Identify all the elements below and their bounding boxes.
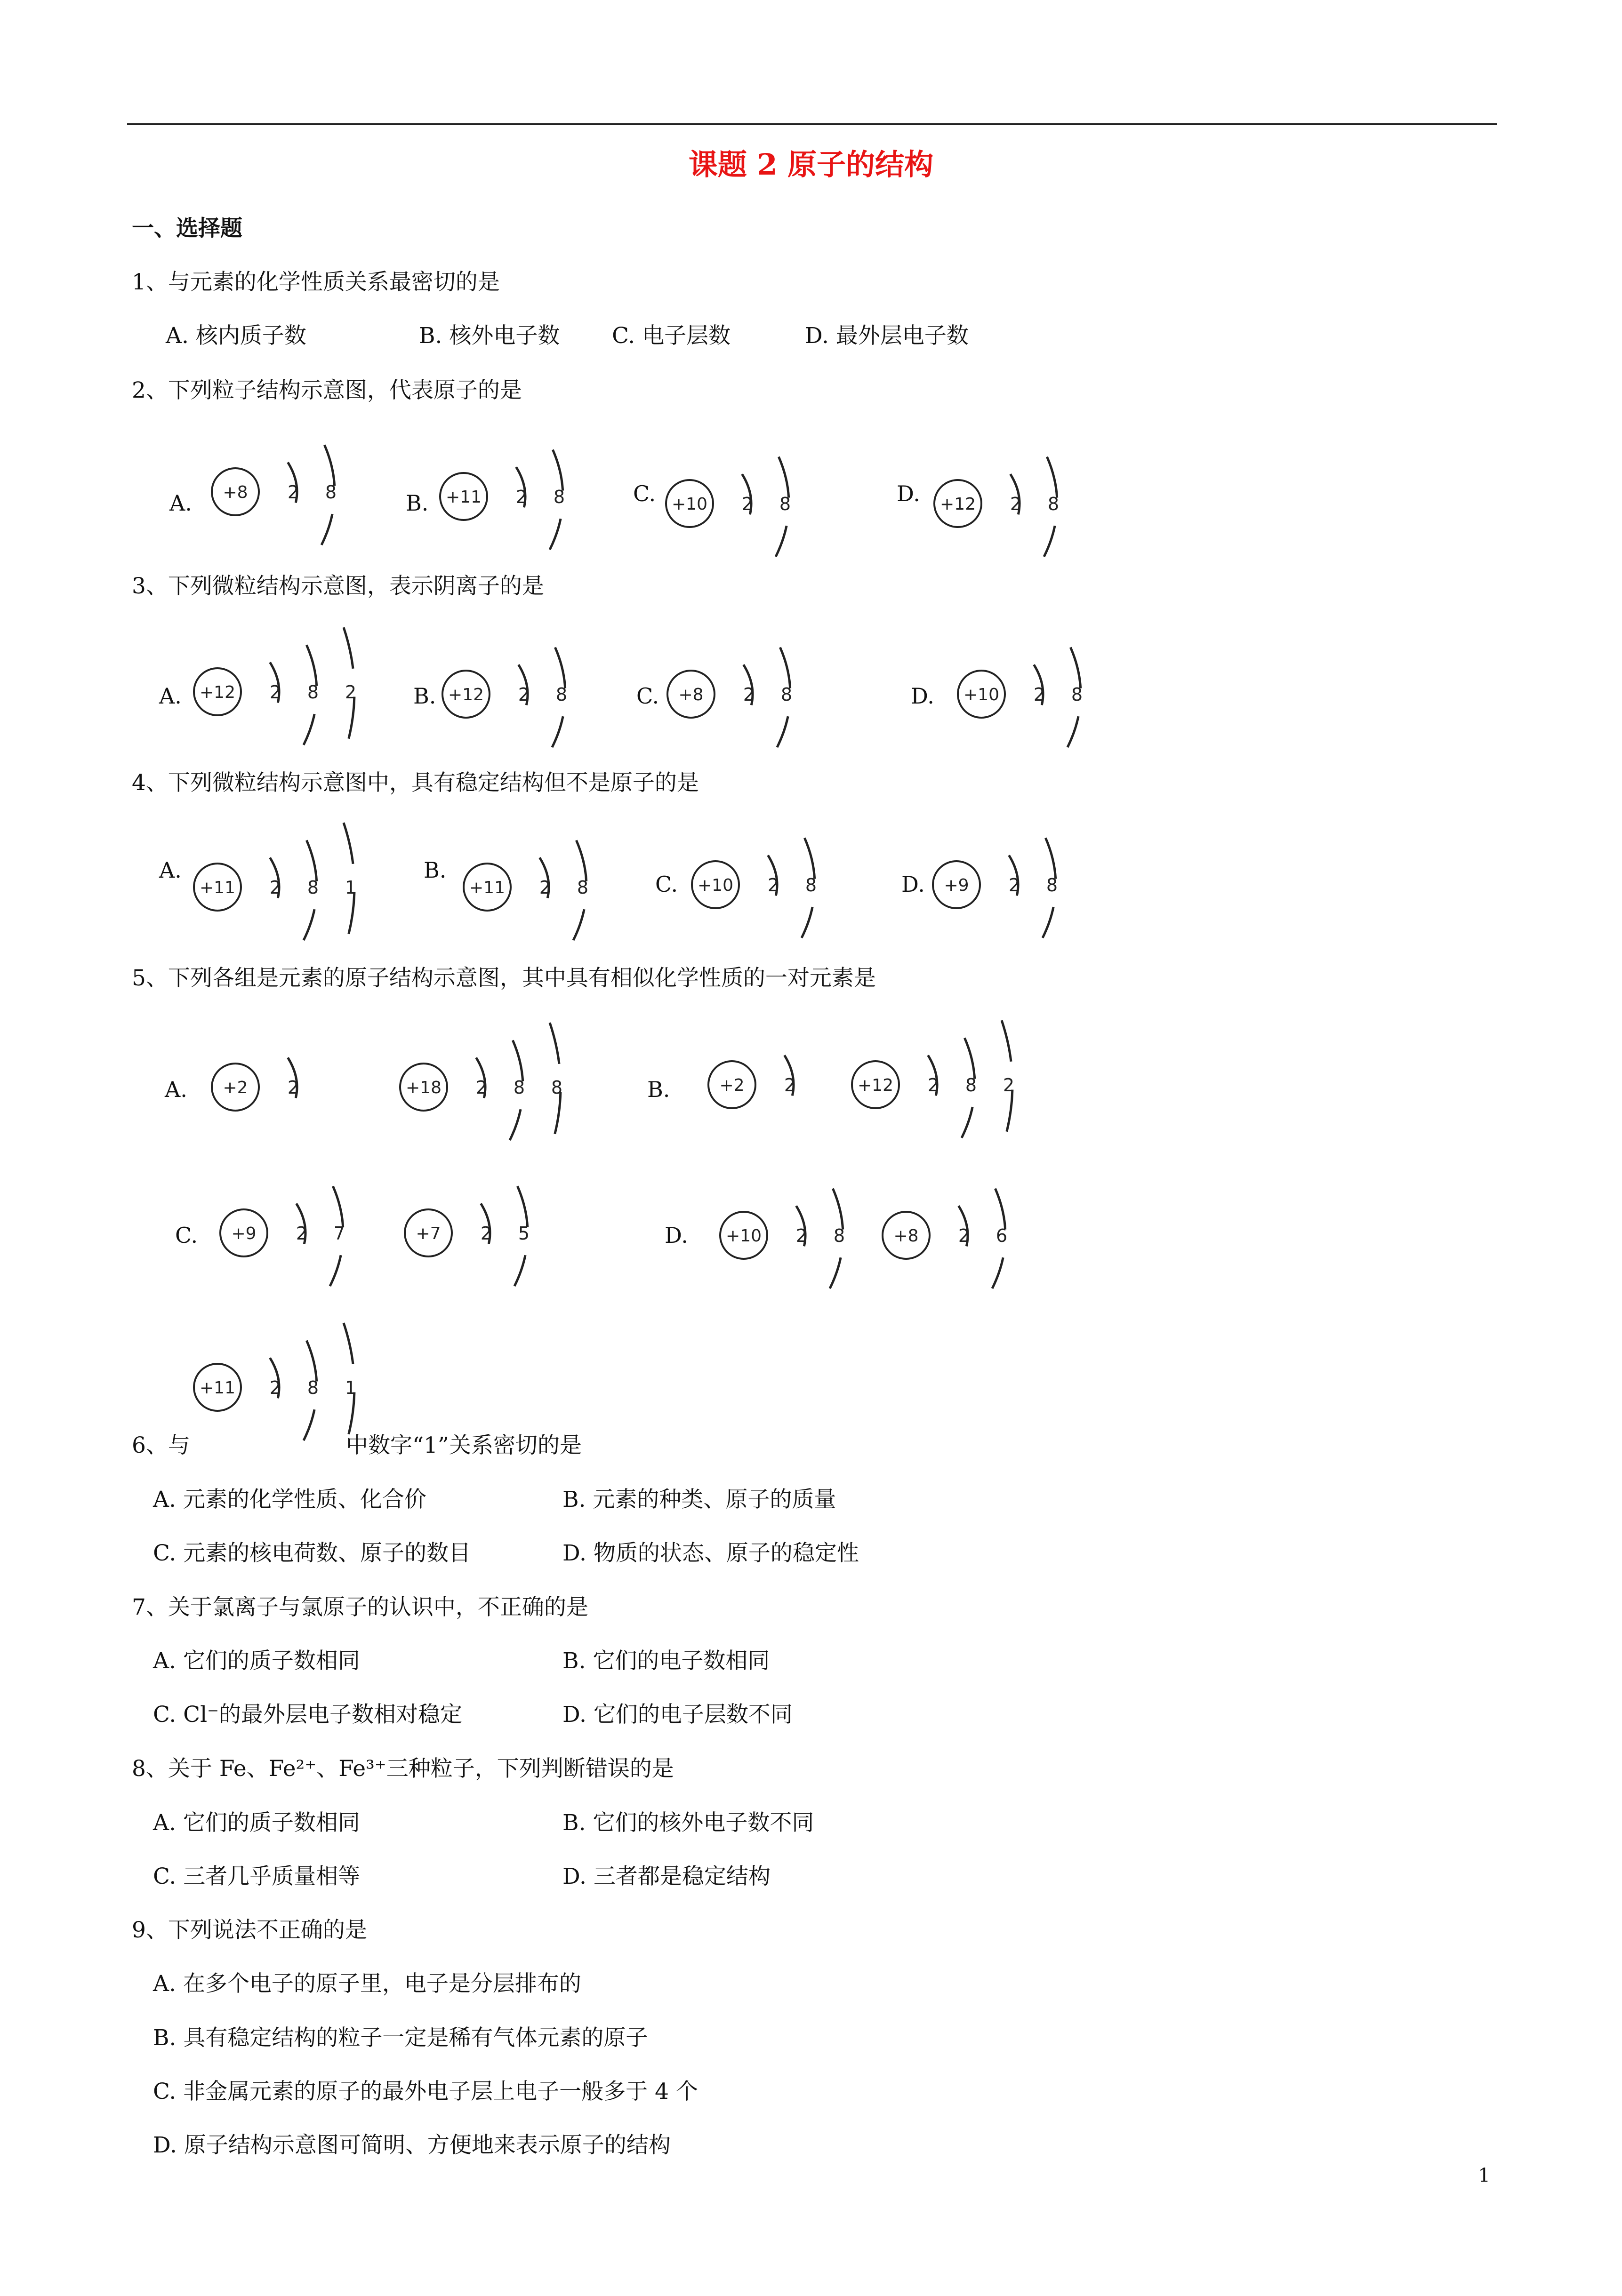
- q7-stem: 7、关于氯离子与氯原子的认识中，不正确的是: [132, 1594, 588, 1620]
- q4-label-b: B.: [424, 857, 447, 883]
- electron-count: 2: [269, 877, 281, 898]
- atom-structure-diagram: [207, 416, 410, 567]
- electron-count: 1: [345, 1377, 357, 1398]
- q8-option-a: A. 它们的质子数相同: [153, 1810, 360, 1836]
- nucleus-charge: +8: [223, 483, 248, 502]
- electron-count: 8: [307, 1377, 319, 1398]
- electron-count: 8: [780, 684, 793, 705]
- electron-count: 8: [965, 1075, 977, 1096]
- q5-label-a: A.: [165, 1077, 187, 1102]
- q1-option-a: A. 核内质子数: [166, 323, 306, 349]
- nucleus-charge: +7: [416, 1224, 441, 1243]
- electron-count: 2: [1003, 1075, 1015, 1096]
- nucleus-charge: +12: [200, 683, 235, 702]
- atom-structure-diagram: [435, 421, 638, 572]
- q4-label-c: C.: [655, 872, 678, 897]
- nucleus-charge: +11: [469, 878, 505, 897]
- electron-count: 2: [296, 1223, 308, 1244]
- q8-option-c: C. 三者几乎质量相等: [153, 1864, 361, 1889]
- electron-count: 2: [927, 1075, 939, 1096]
- nucleus-charge: +11: [446, 488, 482, 507]
- page-title: 课题 2 原子的结构: [688, 147, 934, 182]
- q7-option-a: A. 它们的质子数相同: [153, 1648, 360, 1674]
- q6-option-a: A. 元素的化学性质、化合价: [153, 1487, 426, 1512]
- q3-label-a: A.: [159, 683, 182, 709]
- atom-structure-diagram: [207, 1012, 372, 1162]
- electron-count: 8: [555, 684, 568, 705]
- electron-count: 8: [513, 1077, 525, 1098]
- q1-option-d: D. 最外层电子数: [805, 323, 969, 349]
- atom-structure-diagram: [847, 1009, 1087, 1160]
- nucleus-charge: +12: [940, 495, 976, 514]
- q6-option-b: B. 元素的种类、原子的质量: [562, 1487, 836, 1512]
- atom-structure-diagram: [953, 619, 1156, 769]
- electron-count: 8: [833, 1225, 845, 1246]
- nucleus-charge: +12: [448, 685, 484, 704]
- q7-option-c: C. Cl⁻的最外层电子数相对稳定: [153, 1702, 462, 1728]
- nucleus-charge: +9: [231, 1224, 257, 1243]
- electron-count: 2: [518, 684, 530, 705]
- q6-option-c: C. 元素的核电荷数、原子的数目: [153, 1540, 471, 1566]
- atom-structure-diagram: [438, 619, 640, 769]
- nucleus-charge: +18: [406, 1078, 442, 1097]
- q9-option-a: A. 在多个电子的原子里，电子是分层排布的: [153, 1971, 581, 1997]
- electron-count: 8: [1071, 684, 1083, 705]
- electron-count: 2: [784, 1075, 796, 1096]
- atom-structure-diagram: [459, 812, 661, 962]
- electron-count: 6: [996, 1225, 1008, 1246]
- electron-count: 2: [539, 877, 551, 898]
- electron-count: 8: [1047, 494, 1060, 514]
- atom-structure-diagram: [395, 1012, 635, 1162]
- q5-label-c: C.: [175, 1223, 198, 1248]
- atom-structure-diagram: [189, 616, 429, 767]
- q6-stem-prefix: 6、与: [132, 1432, 190, 1458]
- nucleus-charge: +10: [672, 495, 707, 514]
- atom-structure-diagram: [928, 809, 1131, 960]
- q7-option-d: D. 它们的电子层数不同: [562, 1702, 793, 1728]
- nucleus-charge: +8: [678, 685, 704, 704]
- atom-structure-diagram: [930, 428, 1132, 579]
- q8-option-d: D. 三者都是稳定结构: [562, 1864, 771, 1889]
- q3-label-b: B.: [413, 683, 436, 709]
- q7-option-b: B. 它们的电子数相同: [562, 1648, 770, 1674]
- electron-count: 2: [475, 1077, 488, 1098]
- nucleus-charge: +11: [200, 1378, 235, 1398]
- electron-count: 7: [333, 1223, 345, 1244]
- atom-structure-diagram: [663, 619, 865, 769]
- q6-option-d: D. 物质的状态、原子的稳定性: [562, 1540, 859, 1566]
- nucleus-charge: +10: [698, 876, 733, 895]
- q4-label-d: D.: [901, 872, 925, 897]
- nucleus-charge: +2: [719, 1076, 745, 1095]
- nucleus-charge: +10: [964, 685, 999, 704]
- electron-count: 1: [345, 877, 357, 898]
- electron-count: 2: [1033, 684, 1045, 705]
- electron-count: 8: [307, 682, 319, 703]
- q8-option-b: B. 它们的核外电子数不同: [562, 1810, 814, 1836]
- electron-count: 8: [553, 487, 565, 507]
- q3-label-d: D.: [911, 683, 934, 709]
- electron-count: 2: [741, 494, 754, 514]
- electron-count: 8: [805, 875, 817, 896]
- nucleus-charge: +9: [944, 876, 969, 895]
- q9-option-d: D. 原子结构示意图可简明、方便地来表示原子的结构: [153, 2132, 671, 2158]
- page-number: 1: [1478, 2165, 1490, 2186]
- q2-label-b: B.: [406, 490, 429, 516]
- q5-stem: 5、下列各组是元素的原子结构示意图，其中具有相似化学性质的一对元素是: [132, 965, 876, 991]
- q2-label-a: A.: [169, 490, 192, 516]
- electron-count: 5: [518, 1223, 530, 1244]
- q2-stem: 2、下列粒子结构示意图，代表原子的是: [132, 377, 522, 403]
- atom-structure-diagram: [687, 809, 890, 960]
- electron-count: 2: [795, 1225, 808, 1246]
- electron-count: 2: [480, 1223, 492, 1244]
- q4-label-a: A.: [159, 857, 182, 883]
- q9-option-c: C. 非金属元素的原子的最外电子层上电子一般多于 4 个: [153, 2079, 698, 2104]
- q3-label-c: C.: [636, 683, 659, 709]
- q8-stem: 8、关于 Fe、Fe²⁺、Fe³⁺三种粒子，下列判断错误的是: [132, 1756, 674, 1782]
- nucleus-charge: +12: [858, 1076, 893, 1095]
- section-heading: 一、选择题: [132, 216, 242, 241]
- electron-count: 2: [515, 487, 528, 507]
- electron-count: 8: [325, 482, 337, 503]
- q5-label-d: D.: [665, 1223, 688, 1248]
- q5-label-b: B.: [647, 1077, 670, 1102]
- electron-count: 8: [551, 1077, 563, 1098]
- q1-stem: 1、与元素的化学性质关系最密切的是: [132, 269, 500, 295]
- q3-stem: 3、下列微粒结构示意图，表示阴离子的是: [132, 573, 544, 599]
- q2-label-c: C.: [633, 481, 656, 506]
- nucleus-charge: +2: [223, 1078, 248, 1097]
- electron-count: 2: [958, 1225, 970, 1246]
- q9-stem: 9、下列说法不正确的是: [132, 1917, 367, 1943]
- electron-count: 2: [287, 482, 299, 503]
- q9-option-b: B. 具有稳定结构的粒子一定是稀有气体元素的原子: [153, 2025, 648, 2051]
- atom-structure-diagram: [216, 1158, 418, 1308]
- nucleus-charge: +10: [726, 1226, 762, 1246]
- header-rule: [127, 123, 1497, 125]
- atom-structure-diagram: [189, 812, 429, 962]
- atom-structure-diagram: [704, 1009, 868, 1160]
- electron-count: 2: [1010, 494, 1022, 514]
- atom-structure-diagram: [661, 428, 864, 579]
- electron-count: 8: [577, 877, 589, 898]
- electron-count: 2: [269, 682, 281, 703]
- electron-count: 2: [767, 875, 779, 896]
- electron-count: 2: [345, 682, 357, 703]
- nucleus-charge: +8: [893, 1226, 919, 1246]
- electron-count: 8: [307, 877, 319, 898]
- q1-option-c: C. 电子层数: [612, 323, 731, 349]
- q1-option-b: B. 核外电子数: [419, 323, 560, 349]
- q4-stem: 4、下列微粒结构示意图中，具有稳定结构但不是原子的是: [132, 770, 699, 796]
- electron-count: 2: [743, 684, 755, 705]
- atom-structure-diagram: [400, 1158, 602, 1308]
- electron-count: 8: [1046, 875, 1058, 896]
- atom-structure-diagram: [878, 1160, 1080, 1311]
- electron-count: 8: [779, 494, 791, 514]
- q2-label-d: D.: [897, 481, 920, 506]
- electron-count: 2: [269, 1377, 281, 1398]
- electron-count: 2: [287, 1077, 299, 1098]
- q6-stem-suffix: 中数字“1”关系密切的是: [346, 1432, 582, 1458]
- electron-count: 2: [1008, 875, 1020, 896]
- nucleus-charge: +11: [200, 878, 235, 897]
